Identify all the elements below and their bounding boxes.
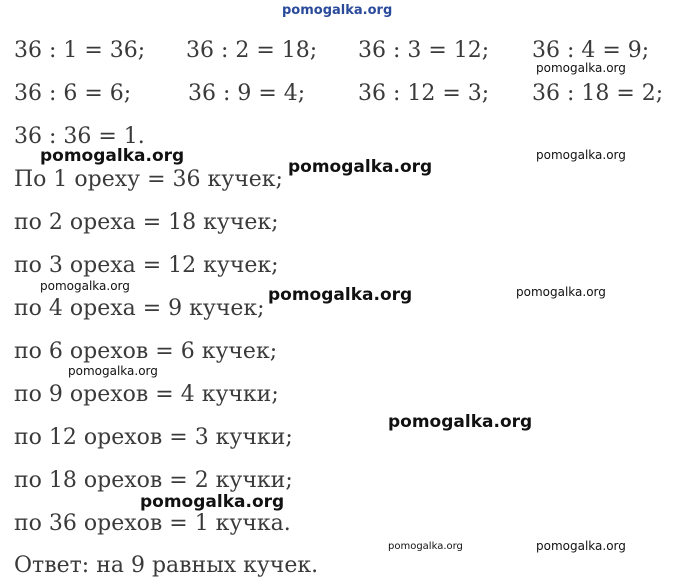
equation: 36 : 12 = 3; xyxy=(358,81,490,106)
watermark: pomogalka.org xyxy=(68,364,158,378)
text-line: По 1 ореху = 36 кучек; xyxy=(14,167,283,192)
text-line: по 9 орехов = 4 кучки; xyxy=(14,382,279,407)
text-line: по 2 ореха = 18 кучек; xyxy=(14,210,279,235)
watermark: pomogalka.org xyxy=(536,148,626,162)
answer-line: Ответ: на 9 равных кучек. xyxy=(14,553,319,578)
watermark: pomogalka.org xyxy=(140,492,285,512)
watermark: pomogalka.org xyxy=(268,285,413,305)
watermark: pomogalka.org xyxy=(40,279,130,293)
text-line: по 6 орехов = 6 кучек; xyxy=(14,339,278,364)
watermark: pomogalka.org xyxy=(388,412,533,432)
watermark: pomogalka.org xyxy=(536,539,626,553)
text-line: по 3 ореха = 12 кучек; xyxy=(14,253,279,278)
equation: 36 : 4 = 9; xyxy=(532,38,650,63)
equation: 36 : 9 = 4; xyxy=(188,81,306,106)
watermark: pomogalka.org xyxy=(40,146,185,166)
equation: 36 : 1 = 36; xyxy=(14,38,146,63)
text-line: по 36 орехов = 1 кучка. xyxy=(14,511,291,536)
equation: 36 : 36 = 1. xyxy=(14,124,145,149)
equation: 36 : 18 = 2; xyxy=(532,81,664,106)
text-line: по 4 ореха = 9 кучек; xyxy=(14,296,265,321)
equation: 36 : 3 = 12; xyxy=(358,38,490,63)
equation: 36 : 2 = 18; xyxy=(186,38,318,63)
top-watermark: pomogalka.org xyxy=(282,3,393,18)
watermark: pomogalka.org xyxy=(288,157,433,177)
text-line: по 12 орехов = 3 кучки; xyxy=(14,425,293,450)
equation: 36 : 6 = 6; xyxy=(14,81,132,106)
text-line: по 18 орехов = 2 кучки; xyxy=(14,468,293,493)
watermark: pomogalka.org xyxy=(388,541,463,552)
watermark: pomogalka.org xyxy=(536,61,626,75)
watermark: pomogalka.org xyxy=(516,285,606,299)
